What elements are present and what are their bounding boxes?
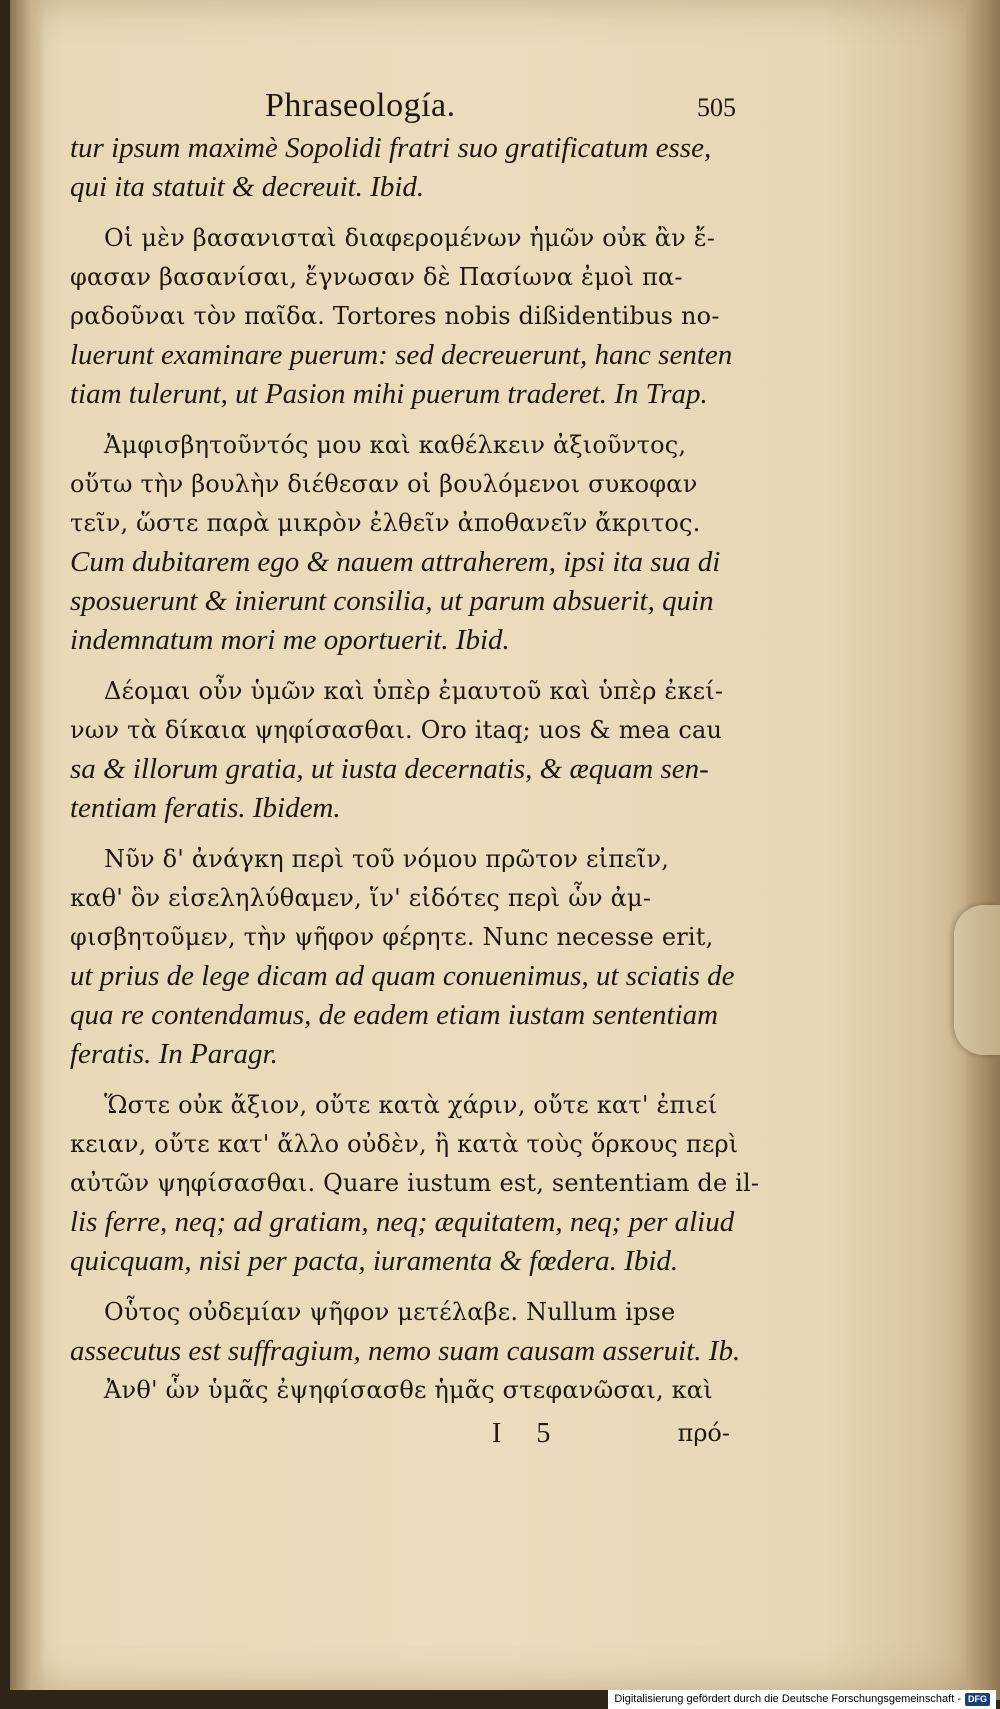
clasp-tab [954,905,1000,1055]
running-header [265,86,736,127]
text-line: quicquam, nisi per pacta, iuramenta & fœdera. Ibid. [70,1245,679,1277]
text-line: qua re contendamus, de eadem etiam iustam sententiam [70,999,719,1031]
text-line: κειαν, οὔτε κατ' ἄλλο οὐδὲν, ἢ κατὰ τοὺς ὅρκους περὶ [70,1130,739,1158]
text-line: qui ita statuit & decreuit. Ibid. [70,171,425,203]
running-title: Phraseología. [265,87,456,124]
page-content [70,86,760,1453]
text-line: sposuerunt & inierunt consilia, ut parum absuerit, quin [70,585,714,617]
text-line: φασαν βασανίσαι, ἔγνωσαν δὲ Πασίωνα ἐμοὶ πα- [70,263,683,291]
text-line: feratis. In Paragr. [70,1038,278,1070]
text-line: Cum dubitarem ego & nauem attraherem, ipsi ita sua di [70,546,721,578]
text-line: sa & illorum gratia, ut iusta decernatis, & æquam sen- [70,753,709,785]
page-edge-strip [966,0,1000,1700]
book-page [10,0,974,1690]
text-line: Ὥστε οὐκ ἄξιον, οὔτε κατὰ χάριν, οὔτε κατ' ἐπιεί [104,1091,718,1119]
text-line: φισβητοῦμεν, τὴν ψῆφον φέρητε. Nunc necesse erit, [70,923,714,951]
text-line: indemnatum mori me oportuerit. Ibid. [70,624,510,656]
text-line: assecutus est suffragium, nemo suam causam asseruit. Ib. [70,1335,741,1367]
text-line: ραδοῦναι τὸν παῖδα. Tortores nobis dißidentibus no- [70,302,720,330]
text-line: Οἱ μὲν βασανισταὶ διαφερομένων ἡμῶν οὐκ ἂν ἔ- [104,224,716,252]
text-line: tentiam feratis. Ibidem. [70,792,341,824]
dfg-logo-icon: DFG [965,1693,990,1706]
page-gutter [10,0,46,1690]
text-line: Οὗτος οὐδεμίαν ψῆφον μετέλαβε. Nullum ipse [104,1298,676,1326]
signature-mark: I 5 [492,1418,565,1449]
text-line: καθ' ὃν εἰσεληλύθαμεν, ἵν' εἰδότες περὶ ὧν ἀμ- [70,884,652,912]
page-number: 505 [697,93,736,122]
signature-line [70,1414,730,1453]
text-line: lis ferre, neq; ad gratiam, neq; æquitatem, neq; per aliud [70,1206,735,1238]
text-line: Ἀνθ' ὧν ὑμᾶς ἐψηφίσασθε ἡμᾶς στεφανῶσαι, καὶ [104,1376,713,1404]
text-line: αὐτῶν ψηφίσασθαι. Quare iustum est, sententiam de il- [70,1169,760,1197]
catchword: πρό- [677,1419,730,1447]
text-line: οὕτω τὴν βουλὴν διέθεσαν οἱ βουλόμενοι συκοφαν [70,470,698,498]
text-line: tiam tulerunt, ut Pasion mihi puerum traderet. In Trap. [70,378,708,410]
text-body [70,129,760,1410]
text-line: Ἀμφισβητοῦντός μου καὶ καθέλκειν ἀξιοῦντος, [104,431,687,459]
footer-text: Digitalisierung gefördert durch die Deutsche Forschungsgemeinschaft - [614,1693,961,1705]
text-line: tur ipsum maximè Sopolidi fratri suo gratificatum esse, [70,132,712,164]
digitization-footer [608,1690,996,1709]
text-line: Δέομαι οὖν ὑμῶν καὶ ὑπὲρ ἐμαυτοῦ καὶ ὑπὲρ ἐκεί- [104,677,724,705]
text-line: ut prius de lege dicam ad quam conuenimus, ut sciatis de [70,960,735,992]
text-line: νων τὰ δίκαια ψηφίσασθαι. Oro itaq; uos & mea cau [70,716,723,744]
text-line: luerunt examinare puerum: sed decreuerunt, hanc senten [70,339,733,371]
text-line: τεῖν, ὥστε παρὰ μικρὸν ἐλθεῖν ἀποθανεῖν ἄκριτος. [70,509,701,537]
text-line: Νῦν δ' ἀνάγκη περὶ τοῦ νόμου πρῶτον εἰπεῖν, [104,845,670,873]
